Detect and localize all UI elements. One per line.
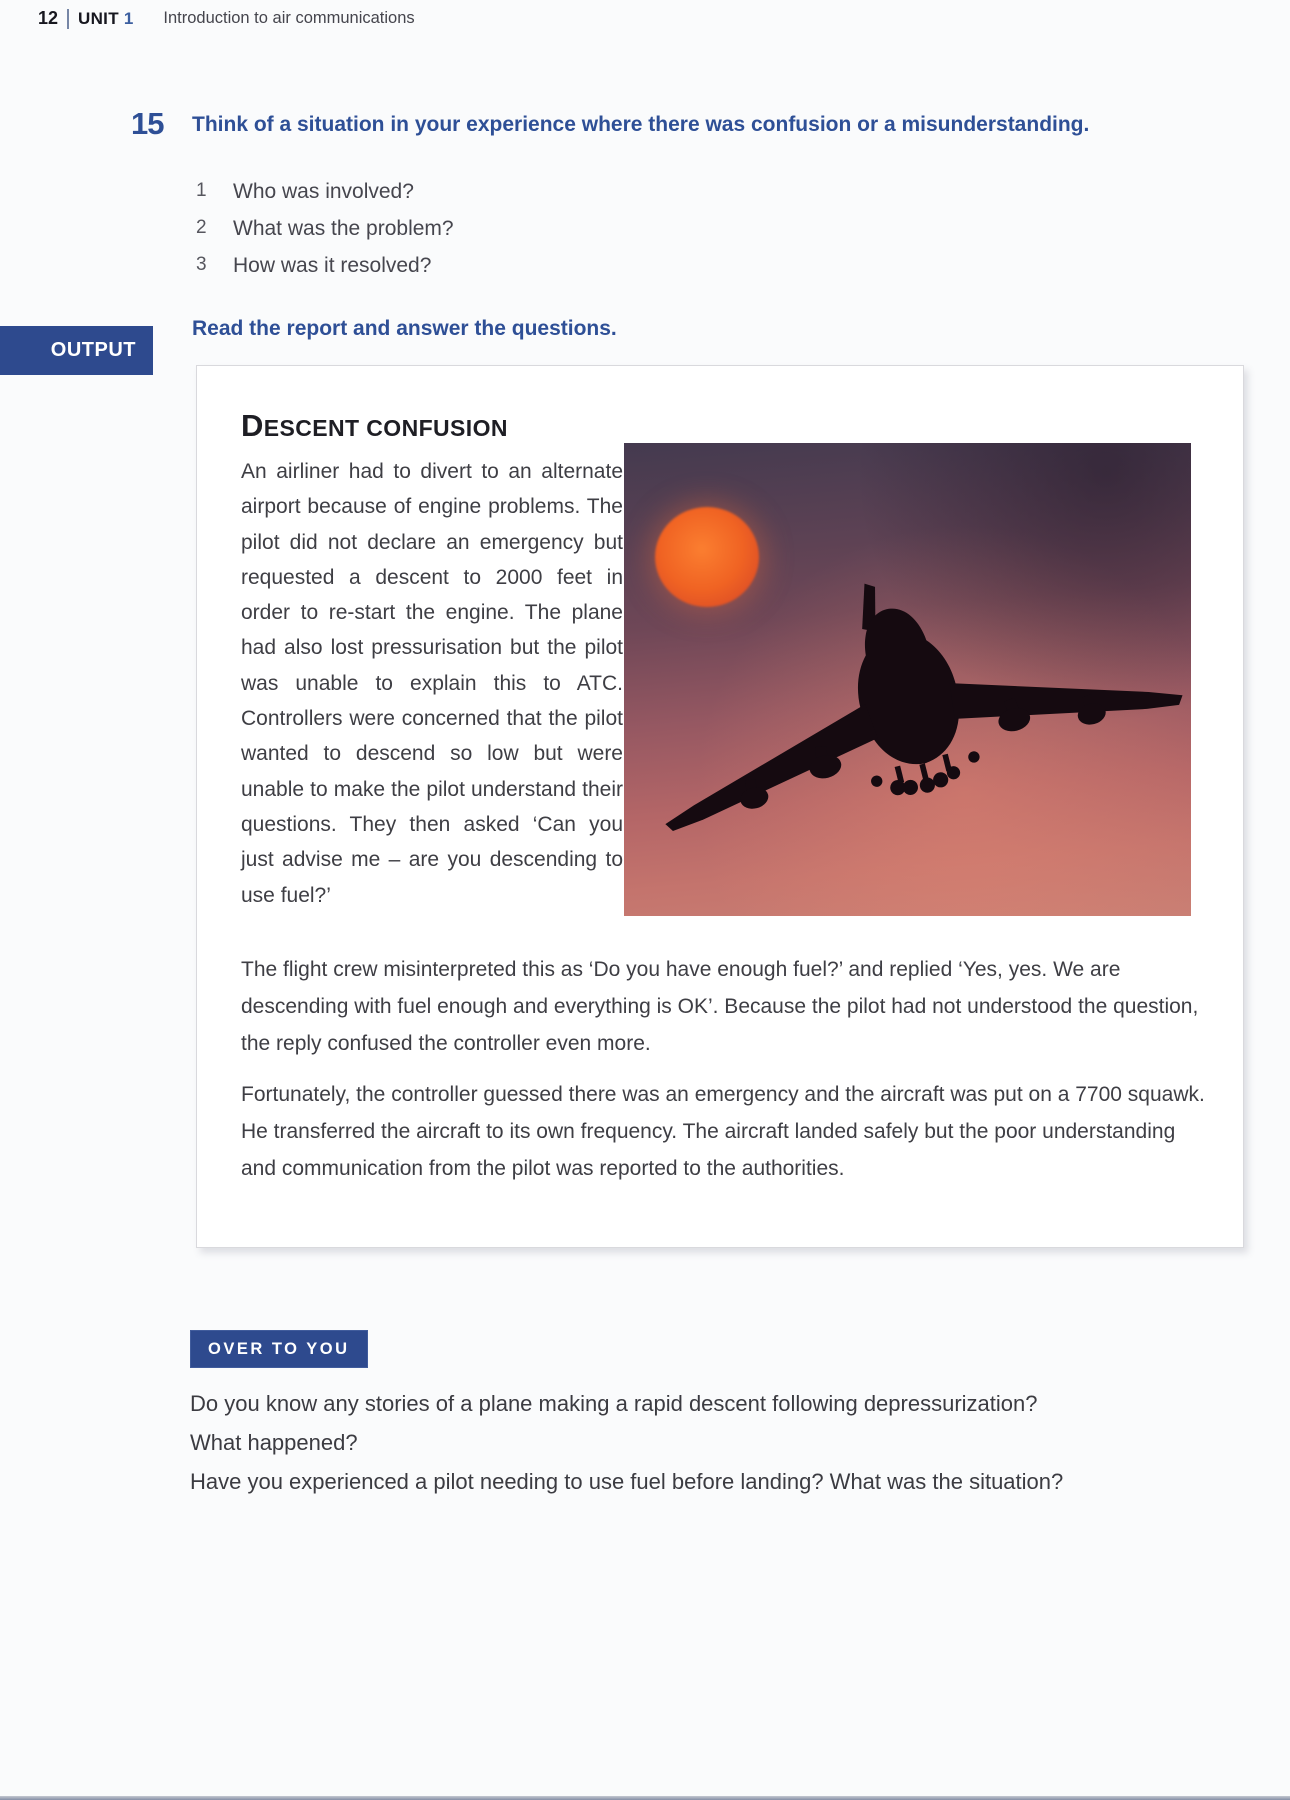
report-paragraph: The flight crew misinterpreted this as ‘Do you have enough fuel?’ and replied ‘Yes, yes. We are descending with fuel enough and everything is OK’. Because the pilot had not understood the question, the reply confused the controller even more.: [241, 958, 1199, 1055]
output-badge: OUTPUT: [0, 326, 153, 375]
exercise-instruction: Think of a situation in your experience where there was confusion or a misunderstanding.: [192, 113, 1090, 136]
question-text: How was it resolved?: [233, 254, 432, 277]
report-title: [241, 410, 508, 441]
read-report-instruction: Read the report and answer the questions.: [192, 317, 617, 340]
header-divider: [67, 9, 69, 29]
exercise-question-list: [196, 180, 454, 291]
airliner-sunset-photo: [624, 443, 1191, 916]
question-text: Who was involved?: [233, 180, 414, 203]
unit-label: UNIT: [78, 8, 119, 28]
page-bottom-edge: [0, 1796, 1290, 1800]
over-to-you-badge: OVER TO YOU: [190, 1330, 368, 1368]
question-number: 1: [196, 180, 207, 201]
discussion-question: What happened?: [190, 1430, 358, 1455]
report-title-initial: D: [241, 408, 264, 443]
report-title-rest: ESCENT CONFUSION: [263, 415, 508, 441]
question-number: 3: [196, 254, 207, 275]
list-item: [196, 254, 454, 291]
airplane-silhouette: [624, 495, 1191, 892]
unit-title: Introduction to air communications: [163, 9, 415, 27]
question-number: 2: [196, 217, 207, 238]
list-item: [196, 180, 454, 217]
over-to-you-questions: [190, 1384, 1150, 1501]
unit-number: 1: [123, 8, 134, 28]
discussion-question: Do you know any stories of a plane making a rapid descent following depressurization?: [190, 1391, 1038, 1416]
report-paragraph: Fortunately, the controller guessed there was an emergency and the aircraft was put on a 7700 squawk. He transferred the aircraft to its own frequency. The aircraft landed safely but the poor understanding and communication from the pilot was reported to the authorities.: [241, 1083, 1205, 1180]
list-item: [196, 217, 454, 254]
page-number: 12: [38, 8, 59, 28]
discussion-question: Have you experienced a pilot needing to use fuel before landing? What was the situation?: [190, 1469, 1064, 1494]
report-card: [196, 365, 1244, 1248]
question-text: What was the problem?: [233, 217, 454, 240]
report-body-column: An airliner had to divert to an alternate airport because of engine problems. The pilot did not declare an emergency but requested a descent to 2000 feet in order to re-start the engine. The plane had also lost pressurisation but the pilot was unable to explain this to ATC. Controllers were concerned that the pilot wanted to descend so low but were unable to make the pilot understand their questions. They then asked ‘Can you just advise me – are you descending to use fuel?’: [241, 460, 623, 907]
running-head: [38, 8, 415, 29]
exercise-number: 15: [131, 106, 164, 141]
